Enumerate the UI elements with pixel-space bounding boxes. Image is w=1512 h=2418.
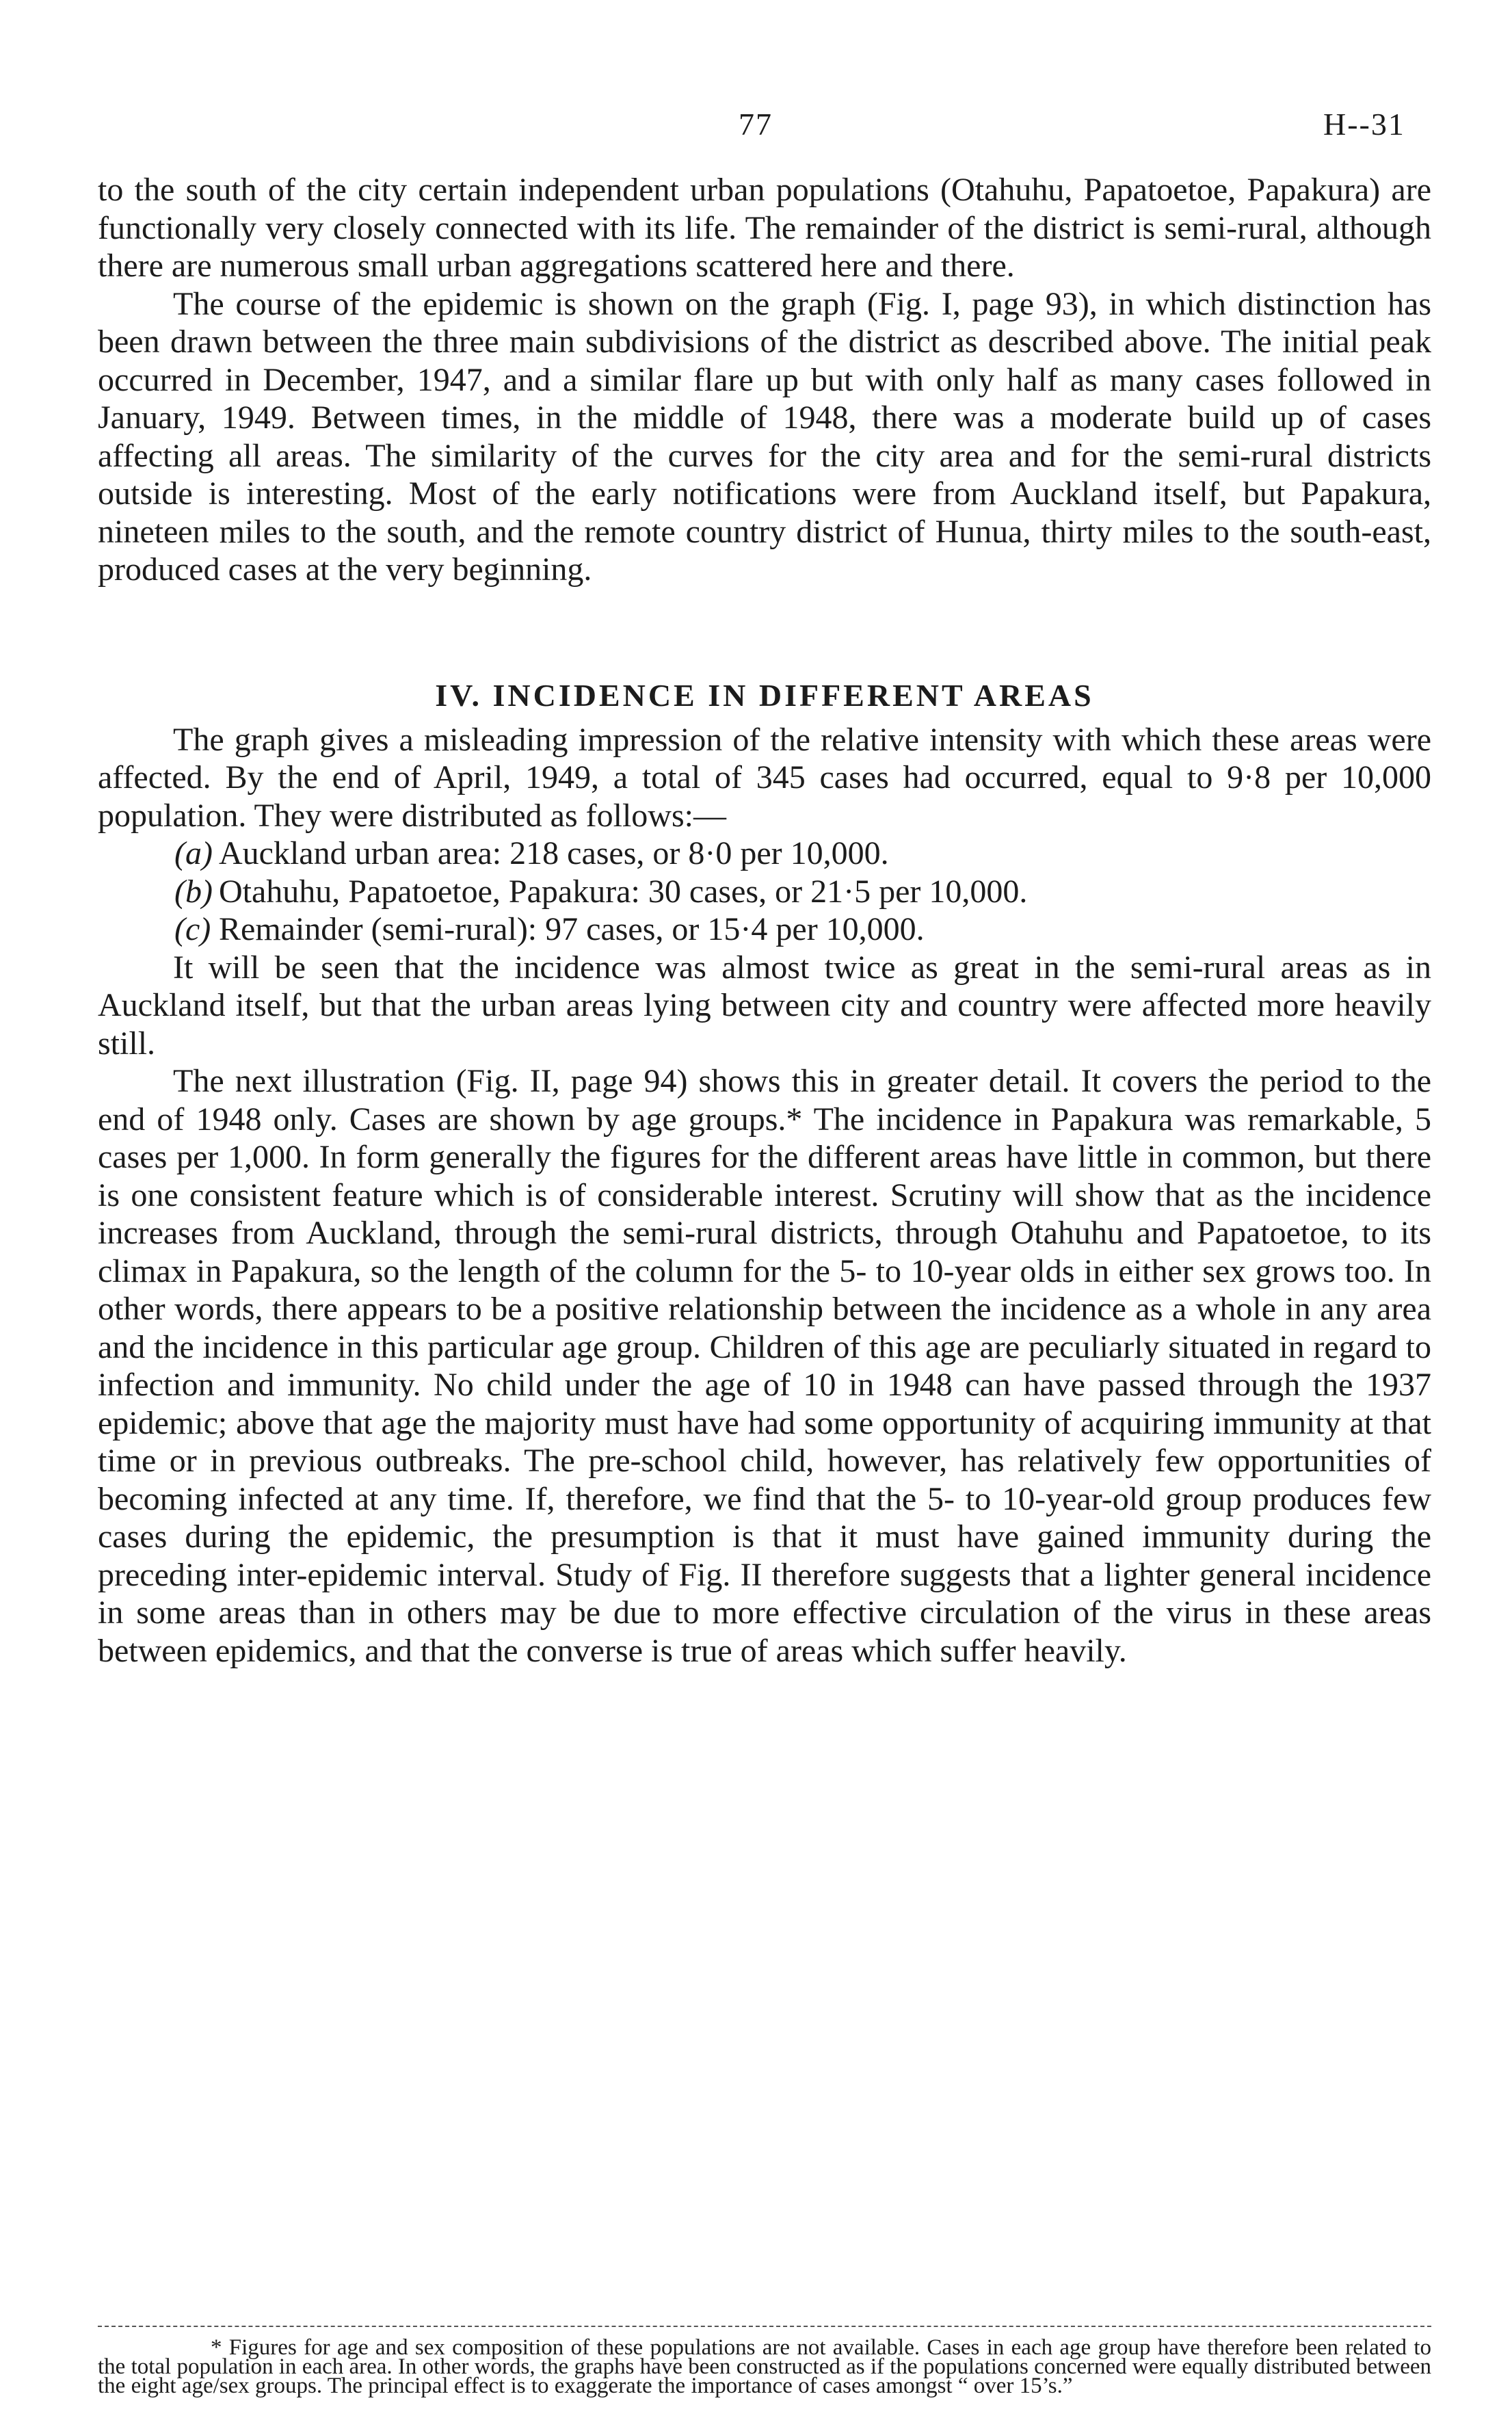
body-text	[98, 171, 1431, 1670]
list-item	[98, 873, 1431, 911]
document-reference: H--31	[1323, 107, 1405, 142]
list-item-text: Auckland urban area: 218 cases, or 8·0 per 10,000.	[219, 835, 889, 871]
list-item-text: Otahuhu, Papatoetoe, Papakura: 30 cases, or 21·5 per 10,000.	[219, 873, 1028, 910]
list-item-mark: (c)	[174, 911, 211, 947]
list-item	[98, 910, 1431, 949]
paragraph-section-intro: The graph gives a misleading impression of the relative intensity with which these areas were affected. By the end of April, 1949, a total of 345 cases had occurred, equal to 9·8 per 10,000 population. They were distributed as follows:—	[98, 721, 1431, 834]
list-item-mark: (b)	[174, 873, 213, 910]
footnote-divider	[98, 2326, 1431, 2327]
list-item-mark: (a)	[174, 835, 213, 871]
list-item-text: Remainder (semi-rural): 97 cases, or 15·4 per 10,000.	[219, 911, 925, 947]
paragraph-fig-two-analysis: The next illustration (Fig. II, page 94) shows this in greater detail. It covers the period to the end of 1948 only. Cases are shown by age groups.* The incidence in Papakura was remarkable, 5 cases per 1,000. In form generally the figures for the different areas have little in common, but there is one consistent feature which is of considerable interest. Scrutiny will show that as the incidence increases from Auckland, through the semi-rural districts, through Otahuhu and Papatoetoe, to its climax in Papakura, so the length of the column for the 5- to 10-year olds in either sex grows too. In other words, there appears to be a positive relationship between the incidence as a whole in any area and the incidence in this particular age group. Children of this age are peculiarly situated in regard to infection and immunity. No child under the age of 10 in 1948 can have passed through the 1937 epidemic; above that age the majority must have had some opportunity of acquiring immunity at that time or in previous outbreaks. The pre-school child, however, has relatively few opportunities of becoming infected at any time. If, therefore, we find that the 5- to 10-year-old group produces few cases during the epidemic, the presumption is that it must have gained immunity during the preceding inter-epidemic interval. Study of Fig. II therefore suggests that a lighter general incidence in some areas than in others may be due to more effective circulation of the virus in these areas between epidemics, and that the converse is true of areas which suffer heavily.	[98, 1063, 1431, 1669]
footnote: * Figures for age and sex composition of these populations are not available. Cases in each age group have therefore been related to the total population in each area. In other words, the graphs have been constructed as if the populations concerned were equally distributed between the eight age/sex groups. The principal effect is to exaggerate the importance of cases amongst “ over 15’s.”	[98, 2335, 1431, 2398]
paragraph-epidemic-course: The course of the epidemic is shown on the graph (Fig. I, page 93), in which distinction has been drawn between the three main subdivisions of the district as described above. The initial peak occurred in December, 1947, and a similar flare up but with only half as many cases followed in January, 1949. Between times, in the middle of 1948, there was a moderate build up of cases affecting all areas. The similarity of the curves for the city area and for the semi-rural districts outside is interesting. Most of the early notifications were from Auckland itself, but Papakura, nineteen miles to the south, and the remote country district of Hunua, thirty miles to the south-east, produced cases at the very beginning.	[98, 285, 1431, 588]
area-incidence-list	[98, 835, 1431, 949]
paragraph-after-list: It will be seen that the incidence was almost twice as great in the semi-rural areas as in Auckland itself, but that the urban areas lying between city and country were affected more heavily still.	[98, 949, 1431, 1062]
page-header	[0, 106, 1512, 161]
paragraph-continuation: to the south of the city certain independent urban populations (Otahuhu, Papatoetoe, Papakura) are functionally very closely connected with its life. The remainder of the district is semi-rural, although there are numerous small urban aggregations scattered here and there.	[98, 172, 1431, 284]
section-heading: IV. INCIDENCE IN DIFFERENT AREAS	[435, 677, 1094, 713]
page-number: 77	[739, 107, 773, 142]
list-item	[98, 835, 1431, 873]
